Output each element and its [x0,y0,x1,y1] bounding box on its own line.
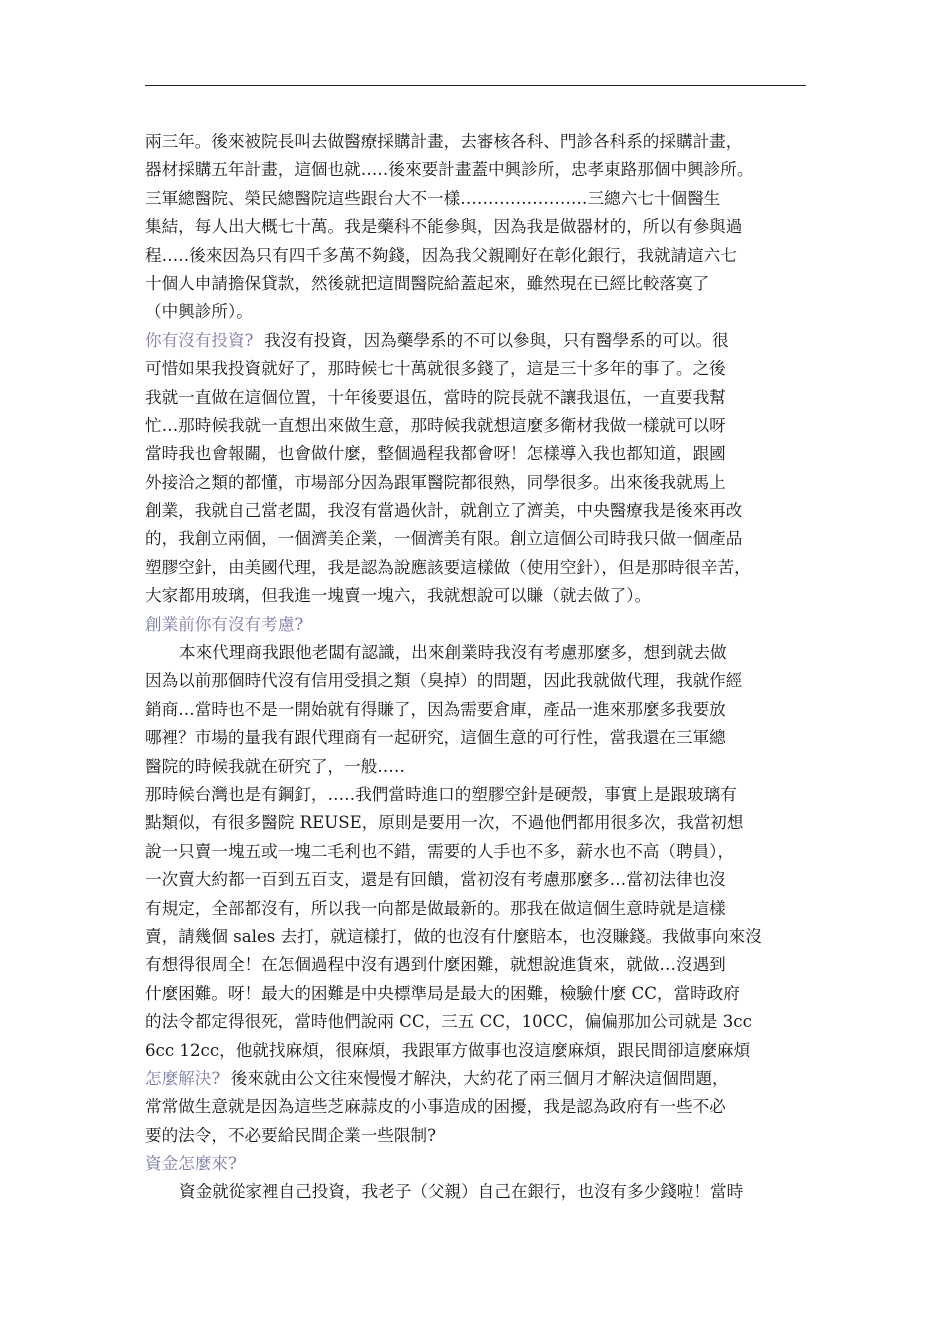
body-text-line: 三軍總醫院、榮民總醫院這些跟台大不一樣…………………‥三總六七十個醫生 [145,188,721,208]
body-text-line: 那時候台灣也是有鋼釘，…‥我們當時進口的塑膠空針是硬殼，事實上是跟玻璃有 [145,784,737,804]
body-text-line: 程…‥後來因為只有四千多萬不夠錢，因為我父親剛好在彰化銀行，我就請這六七 [145,245,737,265]
body-text-line: 一次賣大約都一百到五百支，還是有回饋，當初沒有考慮那麼多…當初法律也沒 [145,870,726,890]
body-text-line: 本來代理商我跟他老闆有認識，出來創業時我沒有考慮那麼多，想到就去做 [179,643,727,663]
interview-question: 怎麼解決? [145,1068,221,1088]
document-body [145,128,813,1207]
body-text-line: 因為以前那個時代沒有信用受損之類（臭掉）的問題，因此我就做代理，我就作經 [145,671,743,691]
answer-text: 後來就由公文往來慢慢才解決，大約花了兩三個月才解決這個問題， [220,1068,729,1088]
header-rule [145,85,806,86]
body-text-line: 當時我也會報關，也會做什麼，整個過程我都會呀！怎樣導入我也都知道，跟國 [145,444,726,464]
body-text-line: 資金就從家裡自己投資，我老子（父親）自己在銀行，也沒有多少錢啦！當時 [179,1182,744,1202]
interview-question: 你有沒有投資? [145,330,254,350]
body-text-line: 器材採購五年計畫，這個也就…‥後來要計畫蓋中興診所，忠孝東路那個中興診所。 [145,160,754,180]
body-text-line: 賣，請幾個 sales 去打，就這樣打，做的也沒有什麼賠本，也沒賺錢。我做事向來沒 [145,926,762,946]
body-text-line: 的法令都定得很死，當時他們說兩 CC，三五 CC，10CC，偏偏那加公司就是 3cc [145,1012,752,1032]
interview-question: 資金怎麼來? [145,1154,237,1174]
body-text-line: （中興診所）。 [145,302,253,322]
body-text-line: 創業，我就自己當老闆，我沒有當過伙計，就創立了濟美，中央醫療我是後來再改 [145,501,743,521]
body-text-line: 6cc 12cc，他就找麻煩，很麻煩，我跟軍方做事也沒這麼麻煩，跟民間卻這麼麻煩 [145,1040,751,1060]
body-text-line: 十個人申請擔保貸款，然後就把這間醫院給蓋起來，雖然現在已經比較落寞了 [145,273,710,293]
body-text-line: 醫院的時候我就在研究了，一般…‥ [145,756,405,776]
body-text-line: 大家都用玻璃，但我進一塊賣一塊六，我就想說可以賺（就去做了）。 [145,586,652,606]
body-text-line: 哪裡？市場的量我有跟代理商有一起研究，這個生意的可行性，當我還在三軍總 [145,728,726,748]
interview-question: 創業前你有沒有考慮? [145,614,304,634]
body-text-line: 我就一直做在這個位置，十年後要退伍，當時的院長就不讓我退伍，一直要我幫 [145,387,726,407]
body-text-line: 銷商…當時也不是一開始就有得賺了，因為需要倉庫，產品一進來那麼多我要放 [145,699,726,719]
body-text-line: 可惜如果我投資就好了，那時候七十萬就很多錢了，這是三十多年的事了。之後 [145,359,726,379]
body-text-line: 要的法令，不必要給民間企業一些限制? [145,1125,436,1145]
answer-text: 我沒有投資，因為藥學系的不可以參與，只有醫學系的可以。很 [253,330,729,350]
body-text-line: 忙…那時候我就一直想出來做生意，那時候我就想這麼多衛材我做一樣就可以呀 [145,415,726,435]
body-text-line: 常常做生意就是因為這些芝麻蒜皮的小事造成的困擾，我是認為政府有一些不必 [145,1097,726,1117]
body-text-line: 有想得很周全！在怎個過程中沒有遇到什麼困難，就想說進貨來，就做…沒遇到 [145,955,726,975]
body-text-line: 說一只賣一塊五或一塊二毛利也不錯，需要的人手也不多，薪水也不高（聘員）， [145,841,735,861]
body-text-line: 有規定，全部都沒有，所以我一向都是做最新的。那我在做這個生意時就是這樣 [145,898,726,918]
interview-question-line [145,1065,813,1093]
body-text-line: 塑膠空針，由美國代理，我是認為說應該要這樣做（使用空針），但是那時很辛苦， [145,557,751,577]
body-text-line: 點類似，有很多醫院 REUSE，原則是要用一次，不過他們都用很多次，我當初想 [145,813,744,833]
body-text-line: 什麼困難。呀！最大的困難是中央標準局是最大的困難，檢驗什麼 CC，當時政府 [145,983,740,1003]
body-text-line: 的，我創立兩個，一個濟美企業，一個濟美有限。創立這個公司時我只做一個產品 [145,529,743,549]
body-text-line: 集結，每人出大概七十萬。我是藥科不能參與，因為我是做器材的，所以有參與過 [145,217,743,237]
interview-question-line [145,327,813,355]
body-text-line: 外接洽之類的都懂，市場部分因為跟軍醫院都很熟，同學很多。出來後我就馬上 [145,472,726,492]
body-text-line: 兩三年。後來被院長叫去做醫療採購計畫，去審核各科、門診各科系的採購計畫， [145,132,743,151]
